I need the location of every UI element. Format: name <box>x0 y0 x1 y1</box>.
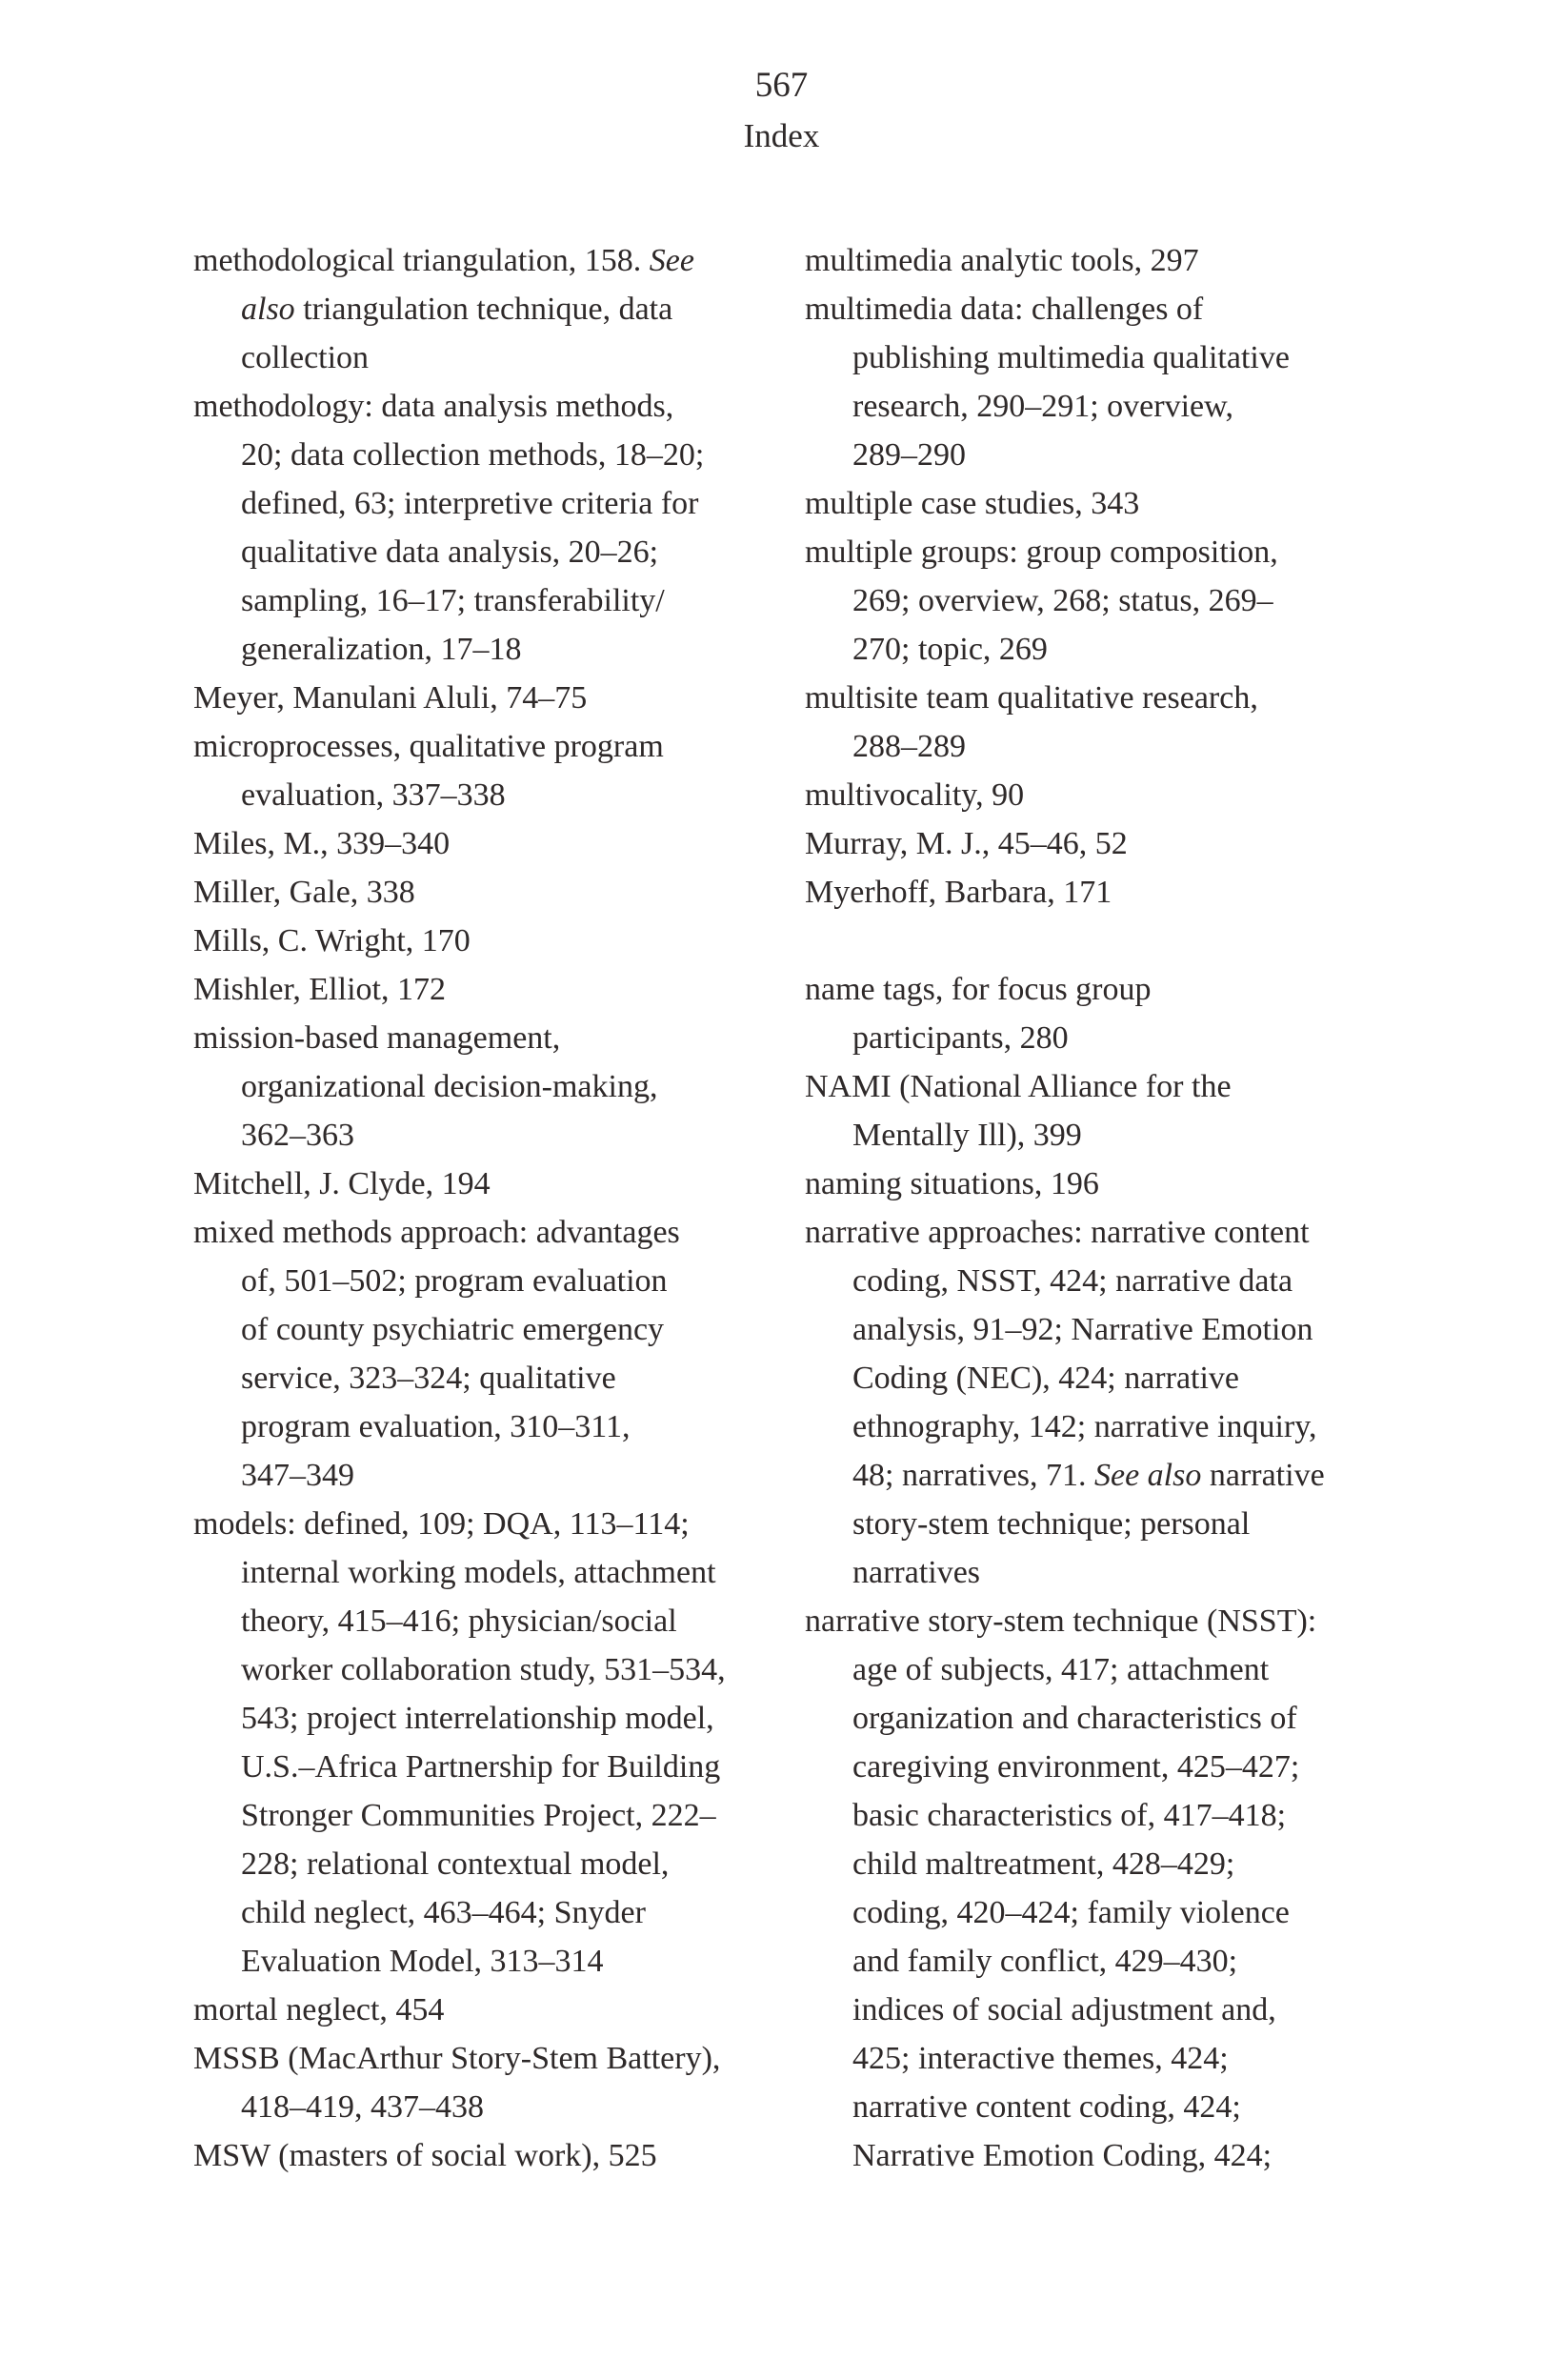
index-line-text: participants, 280 <box>852 1020 1069 1056</box>
index-line <box>805 1937 1414 1986</box>
index-line-text: U.S.–Africa Partnership for Building <box>241 1749 721 1785</box>
index-line-text: mortal neglect, 454 <box>193 1992 445 2027</box>
index-line-text: coding, 420–424; family violence <box>852 1895 1290 1930</box>
index-line <box>805 1791 1414 1840</box>
index-line-text: story-stem technique; personal <box>852 1506 1251 1542</box>
index-line <box>805 1694 1414 1743</box>
index-line <box>805 1840 1414 1888</box>
index-line-text: research, 290–291; overview, <box>852 389 1233 424</box>
page-header <box>0 65 1563 156</box>
index-line-text: methodological triangulation, 158. <box>193 243 650 278</box>
index-line <box>193 1937 789 1986</box>
index-line-text: Mentally Ill), 399 <box>852 1118 1082 1153</box>
index-line <box>805 1062 1414 1111</box>
index-line-text: multimedia data: challenges of <box>805 292 1204 327</box>
index-line-text: 269; overview, 268; status, 269– <box>852 583 1273 618</box>
index-column-right <box>805 236 1414 2180</box>
index-line <box>193 1500 789 1548</box>
index-line-text: multisite team qualitative research, <box>805 680 1258 716</box>
index-line-text: Mills, C. Wright, 170 <box>193 923 471 958</box>
index-line-text: and family conflict, 429–430; <box>852 1944 1238 1979</box>
index-line <box>805 1888 1414 1937</box>
index-line-text: 228; relational contextual model, <box>241 1846 670 1882</box>
index-line <box>193 1597 789 1645</box>
index-line <box>193 1208 789 1257</box>
index-line-text: internal working models, attachment <box>241 1555 716 1590</box>
index-line <box>805 528 1414 576</box>
index-line <box>193 285 789 333</box>
index-line-text: multivocality, 90 <box>805 777 1025 813</box>
index-line-text: organizational decision-making, <box>241 1069 658 1104</box>
index-line <box>193 1888 789 1937</box>
index-line <box>805 1500 1414 1548</box>
index-line <box>805 625 1414 674</box>
index-line-text: indices of social adjustment and, <box>852 1992 1276 2027</box>
index-line <box>193 1062 789 1111</box>
index-line-text: child maltreatment, 428–429; <box>852 1846 1235 1882</box>
index-line-text: narrative story-stem technique (NSST): <box>805 1603 1317 1639</box>
index-line <box>805 1743 1414 1791</box>
index-line-text: basic characteristics of, 417–418; <box>852 1798 1287 1833</box>
index-line-text: publishing multimedia qualitative <box>852 340 1290 375</box>
index-line-text: 425; interactive themes, 424; <box>852 2041 1229 2076</box>
index-line-text: narrative approaches: narrative content <box>805 1215 1310 1250</box>
index-line-italic-text: also <box>241 292 295 327</box>
index-line-text: evaluation, 337–338 <box>241 777 506 813</box>
index-line <box>193 576 789 625</box>
index-line <box>805 1986 1414 2034</box>
index-line <box>193 1840 789 1888</box>
index-line <box>193 868 789 917</box>
index-line-text: 347–349 <box>241 1458 354 1493</box>
index-line-text: name tags, for focus group <box>805 972 1152 1007</box>
index-line-text: Narrative Emotion Coding, 424; <box>852 2138 1272 2173</box>
index-line <box>193 1645 789 1694</box>
index-line <box>805 1257 1414 1305</box>
index-line <box>805 333 1414 382</box>
index-line <box>805 1451 1414 1500</box>
index-line <box>805 722 1414 771</box>
index-line-text: models: defined, 109; DQA, 113–114; <box>193 1506 690 1542</box>
index-line <box>805 2131 1414 2180</box>
index-line <box>805 1548 1414 1597</box>
index-line-text: microprocesses, qualitative program <box>193 729 664 764</box>
index-line <box>193 1743 789 1791</box>
index-line <box>805 2083 1414 2131</box>
index-line-text: methodology: data analysis methods, <box>193 389 674 424</box>
index-line <box>193 1111 789 1160</box>
index-line <box>193 2131 789 2180</box>
index-line-text: Mitchell, J. Clyde, 194 <box>193 1166 491 1201</box>
index-line <box>193 625 789 674</box>
index-line <box>805 1645 1414 1694</box>
index-line-text: MSW (masters of social work), 525 <box>193 2138 657 2173</box>
index-line <box>193 819 789 868</box>
index-line <box>805 236 1414 285</box>
index-line <box>805 1402 1414 1451</box>
index-line <box>805 1014 1414 1062</box>
index-line <box>805 819 1414 868</box>
index-line <box>193 965 789 1014</box>
index-line-text: 48; narratives, 71. <box>852 1458 1094 1493</box>
index-line <box>805 1597 1414 1645</box>
index-line-italic-text: See <box>649 243 694 278</box>
index-line-text: Mishler, Elliot, 172 <box>193 972 446 1007</box>
index-line-text: 418–419, 437–438 <box>241 2089 484 2125</box>
index-line-text: defined, 63; interpretive criteria for <box>241 486 699 521</box>
index-line-text: Evaluation Model, 313–314 <box>241 1944 604 1979</box>
index-line <box>805 576 1414 625</box>
index-line-text: 288–289 <box>852 729 966 764</box>
index-line <box>193 1160 789 1208</box>
index-line <box>805 868 1414 917</box>
index-line-text: worker collaboration study, 531–534, <box>241 1652 726 1687</box>
index-line-text: narrative <box>1201 1458 1325 1493</box>
index-line <box>193 236 789 285</box>
index-line <box>193 917 789 965</box>
index-line <box>805 479 1414 528</box>
index-line-text: generalization, 17–18 <box>241 632 522 667</box>
index-line-text: Miller, Gale, 338 <box>193 875 415 910</box>
index-line <box>193 674 789 722</box>
index-line-text: narratives <box>852 1555 981 1590</box>
index-line-text: coding, NSST, 424; narrative data <box>852 1263 1293 1299</box>
index-line-text: 20; data collection methods, 18–20; <box>241 437 705 473</box>
index-line-text: Myerhoff, Barbara, 171 <box>805 875 1112 910</box>
index-line-text: Meyer, Manulani Aluli, 74–75 <box>193 680 588 716</box>
index-line <box>805 965 1414 1014</box>
index-line <box>805 1160 1414 1208</box>
index-line <box>805 382 1414 431</box>
index-line-text: ethnography, 142; narrative inquiry, <box>852 1409 1317 1444</box>
index-line <box>193 1548 789 1597</box>
index-line-text: of county psychiatric emergency <box>241 1312 665 1347</box>
index-line-text: program evaluation, 310–311, <box>241 1409 631 1444</box>
index-line <box>193 1402 789 1451</box>
index-line <box>193 1694 789 1743</box>
index-line <box>193 722 789 771</box>
index-line <box>193 2083 789 2131</box>
index-line-text: 362–363 <box>241 1118 354 1153</box>
index-line <box>805 1354 1414 1402</box>
index-line <box>805 674 1414 722</box>
index-line <box>193 1305 789 1354</box>
index-line-text: 270; topic, 269 <box>852 632 1048 667</box>
index-line-text: 289–290 <box>852 437 966 473</box>
index-line <box>805 431 1414 479</box>
index-line <box>193 771 789 819</box>
index-line-text: Miles, M., 339–340 <box>193 826 451 861</box>
index-line <box>193 528 789 576</box>
index-line-text: service, 323–324; qualitative <box>241 1361 616 1396</box>
index-line-text: age of subjects, 417; attachment <box>852 1652 1270 1687</box>
index-line-text: theory, 415–416; physician/social <box>241 1603 677 1639</box>
index-line-text: naming situations, 196 <box>805 1166 1099 1201</box>
index-line-text: of, 501–502; program evaluation <box>241 1263 668 1299</box>
index-line <box>193 333 789 382</box>
index-line <box>805 2034 1414 2083</box>
index-line-text: 543; project interrelationship model, <box>241 1701 714 1736</box>
index-line-text: collection <box>241 340 370 375</box>
index-line-text: caregiving environment, 425–427; <box>852 1749 1300 1785</box>
index-line-text: analysis, 91–92; Narrative Emotion <box>852 1312 1313 1347</box>
index-line-text: sampling, 16–17; transferability/ <box>241 583 665 618</box>
index-line-text: child neglect, 463–464; Snyder <box>241 1895 646 1930</box>
index-line <box>805 771 1414 819</box>
page-title: Index <box>743 117 820 154</box>
index-line <box>193 431 789 479</box>
index-line <box>193 382 789 431</box>
index-line <box>805 285 1414 333</box>
index-line-text: multiple case studies, 343 <box>805 486 1140 521</box>
index-line-text: Coding (NEC), 424; narrative <box>852 1361 1240 1396</box>
index-line-text: Murray, M. J., 45–46, 52 <box>805 826 1128 861</box>
index-line <box>193 1986 789 2034</box>
index-line <box>193 479 789 528</box>
index-line-text: mission-based management, <box>193 1020 561 1056</box>
index-line-text: multiple groups: group composition, <box>805 534 1278 570</box>
index-line-text: triangulation technique, data <box>294 292 673 327</box>
index-line <box>193 1451 789 1500</box>
index-line <box>805 1208 1414 1257</box>
index-line-text: NAMI (National Alliance for the <box>805 1069 1232 1104</box>
index-line <box>193 2034 789 2083</box>
index-line <box>193 1014 789 1062</box>
index-column-left <box>193 236 789 2180</box>
index-line-text: organization and characteristics of <box>852 1701 1297 1736</box>
index-line-text: mixed methods approach: advantages <box>193 1215 680 1250</box>
index-line <box>193 1354 789 1402</box>
blank-line <box>805 917 1414 965</box>
index-line-text: MSSB (MacArthur Story-Stem Battery), <box>193 2041 721 2076</box>
index-line-text: narrative content coding, 424; <box>852 2089 1241 2125</box>
index-line-text: qualitative data analysis, 20–26; <box>241 534 659 570</box>
index-line <box>805 1111 1414 1160</box>
index-line-italic-text: See also <box>1094 1458 1202 1493</box>
index-line <box>193 1257 789 1305</box>
index-line <box>193 1791 789 1840</box>
index-line <box>805 1305 1414 1354</box>
index-line-text: Stronger Communities Project, 222– <box>241 1798 716 1833</box>
index-line-text: multimedia analytic tools, 297 <box>805 243 1199 278</box>
page-number: 567 <box>754 66 809 105</box>
